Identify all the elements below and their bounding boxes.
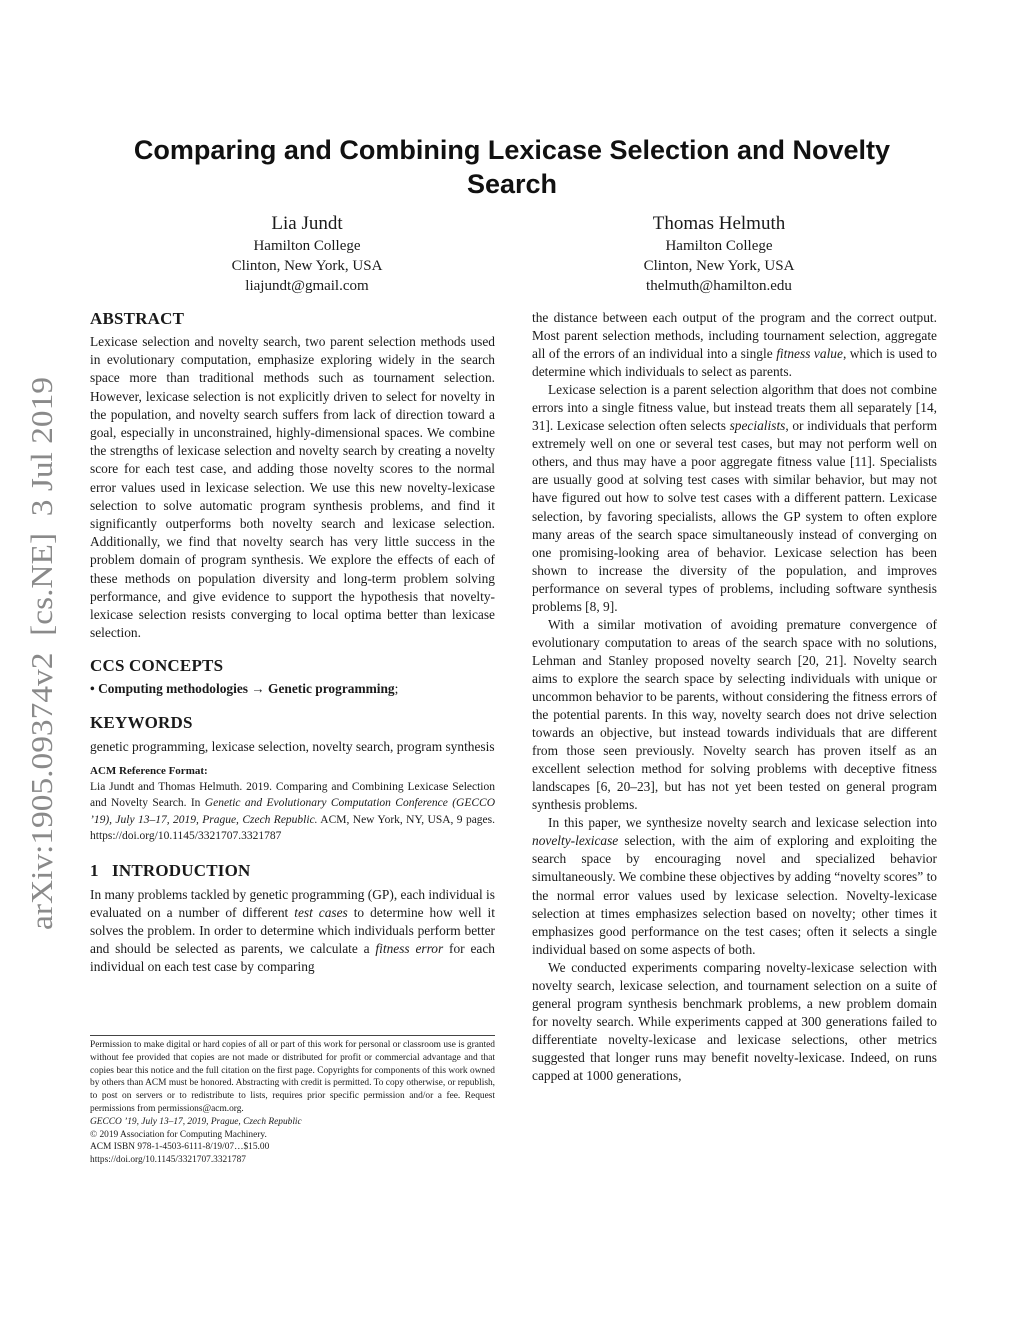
copyright-line: © 2019 Association for Computing Machinery. (90, 1129, 267, 1140)
abstract-heading: ABSTRACT (90, 309, 185, 328)
emphasis: test cases (294, 904, 348, 920)
acm-reference-venue: Genetic and Evolutionary Computation Conference (GECCO ’19), July 13–17, 2019, Prague, Czech Republic. (90, 797, 495, 826)
emphasis: fitness value (776, 346, 843, 362)
author-affiliation: Hamilton College (253, 238, 361, 254)
author-email: thelmuth@hamilton.edu (646, 278, 792, 294)
text-run: Lexicase selection is a parent selection algorithm that does not combine errors into a single fitness value, but instead treats them all separately [14, 31]. Lexicase selection often selects (532, 382, 937, 434)
author-email: liajundt@gmail.com (245, 278, 369, 294)
emphasis: fitness error (375, 941, 444, 957)
conference-text: GECCO ’19, July 13–17, 2019, Prague, Czech Republic (90, 1116, 302, 1127)
text-run: for each individual on each test case by comparing (90, 941, 495, 975)
arxiv-stamp-text: arXiv:1905.09374v2 [cs.NE] 3 Jul 2019 (24, 416, 59, 930)
ccs-terminator: ; (394, 681, 399, 697)
emphasis: novelty-lexicase (532, 833, 619, 849)
paper-title: Comparing and Combining Lexicase Selection and Novelty Search (133, 135, 891, 199)
ccs-concept: Computing methodologies → Genetic programming (98, 681, 395, 697)
text-run: In many problems tackled by genetic programming (GP), each individual is evaluated on a number of different (90, 886, 495, 920)
text-run: , which is used to determine which individuals to select as parents. (532, 346, 937, 380)
arxiv-stamp (16, 375, 60, 930)
text-run: , or individuals that perform extremely well on one or several test cases, but may not perform well on others, and thus may have a poor aggregate fitness value [11]. Specialists are usually good at solving test cases with similar behavior, but may not have figured out how to solve test cases with a different pattern. Lexicase selection, by favoring specialists, allows the GP system to often explore many areas of the search space simultaneously instead of converging on one promising-looking area of behavior. Lexicase selection has been shown to increase the diversity of the population, and improves performance on several types of problems, including software synthesis problems [8, 9]. (532, 418, 937, 614)
author-block-2 (549, 212, 889, 296)
text-run: In this paper, we synthesize novelty search and lexicase selection into (548, 815, 937, 831)
acm-reference-text (90, 779, 495, 845)
right-column (532, 309, 937, 1085)
paragraph (532, 309, 937, 381)
text-run: the distance between each output of the program and the correct output. Most parent selection methods, including tournament selection, aggregate all of the errors of an individual into a single (532, 310, 937, 362)
doi-line: https://doi.org/10.1145/3321707.3321787 (90, 1155, 246, 1166)
paragraph (532, 814, 937, 958)
acm-reference-part: Lia Jundt and Thomas Helmuth. 2019. Comparing and Combining Lexicase Selection and Novelty Search. In (90, 780, 495, 810)
introduction-paragraph (90, 886, 495, 977)
author-location: Clinton, New York, USA (231, 258, 383, 274)
paragraph: With a similar motivation of avoiding premature convergence of evolutionary computation to areas of the search space with no solutions, Lehman and Stanley proposed novelty search [20, 21]. Novelty search aims to explore the search space by selecting individuals with unique or uncommon behavior to be parents, without considering the fitness errors of the potential parents. In this way, novelty search does not drive selection towards an objective, but instead towards individuals that are different from those seen previously. Novelty search has proven itself as an excellent selection method for solving problems with deceptive fitness landscapes [6, 20–23], but has not yet been tested on general program synthesis problems. (532, 616, 937, 813)
paragraph: We conducted experiments comparing novelty-lexicase selection with novelty search, lexicase selection, and tournament selection on a suite of general program synthesis benchmark problems, a new problem domain for novelty search. While experiments capped at 300 generations failed to differentiate novelty-lexicase and lexicase selections, other metrics suggested that longer runs may benefit novelty-lexicase. Indeed, on runs capped at 1000 generations, (532, 959, 937, 1083)
conference-line (90, 1116, 495, 1129)
copyright-footer (90, 1035, 495, 1167)
text-run: selection, with the aim of exploring and exploiting the search space by encouraging novel and specialized behavior simultaneously. We combine these objectives by adding “novelty scores” to the normal error values used by lexicase selection. Novelty-lexicase selection at times emphasizes selection based on novelty; other times it emphasizes good performance on the test cases; often it selects a single individual based on some aspects of both. (532, 833, 937, 957)
isbn-line: ACM ISBN 978-1-4503-6111-8/19/07…$15.00 (90, 1142, 270, 1153)
ccs-bullet: • (90, 681, 95, 697)
emphasis: specialists (729, 418, 786, 434)
author-affiliation: Hamilton College (665, 238, 773, 254)
paragraph (532, 381, 937, 616)
acm-reference-heading: ACM Reference Format: (90, 764, 208, 777)
author-block-1 (137, 212, 477, 296)
ccs-heading: CCS CONCEPTS (90, 656, 224, 676)
permission-notice: Permission to make digital or hard copies of all or part of this work for personal or classroom use is granted without fee provided that copies are not made or distributed for profit or commercial advantage and that copies bear this notice and the full citation on the first page. Copyrights for components of this work owned by others than ACM must be honored. Abstracting with credit is permitted. To copy otherwise, or republish, to post on servers or to redistribute to lists, requires prior specific permission and/or a fee. Request permissions from permissions@acm.org. (90, 1040, 495, 1114)
left-column (90, 308, 495, 977)
author-name: Thomas Helmuth (652, 213, 786, 234)
author-name: Lia Jundt (271, 213, 343, 234)
acm-reference-part: ACM, New York, NY, USA, 9 pages. https://doi.org/10.1145/3321707.3321787 (90, 813, 495, 843)
author-location: Clinton, New York, USA (643, 258, 795, 274)
abstract-text: Lexicase selection and novelty search, two parent selection methods used in evolutionary computation, emphasize exploring widely in the search space more than traditional methods such as tournament selection. However, lexicase selection is not explicitly driven to select for novelty in the population, and novelty search suffers from lack of direction toward a goal, especially in unconstrained, highly-dimensional spaces. We combine the strengths of lexicase selection and novelty search by creating a novelty score for each test case, and adding those novelty scores to the normal error values used in lexicase selection. We use this new novelty-lexicase selection to solve automatic program synthesis problems, and find it significantly outperforms both novelty search and lexicase selection. Additionally, we find that novelty search has very little success in the problem domain of program synthesis. We explore the effects of each of these methods on population diversity and long-term problem solving performance, and give evidence to support the hypothesis that novelty-lexicase selection resists converging to local optima better than lexicase selection. (90, 334, 495, 641)
keywords-text: genetic programming, lexicase selection, novelty search, program synthesis (90, 739, 495, 755)
introduction-heading: 1 INTRODUCTION (90, 860, 251, 880)
ccs-concepts (90, 680, 495, 698)
keywords-heading: KEYWORDS (90, 713, 193, 733)
text-run: to determine how well it solves the problem. In order to determine which individuals perform better and should be selected as parents, we calculate a (90, 904, 495, 957)
